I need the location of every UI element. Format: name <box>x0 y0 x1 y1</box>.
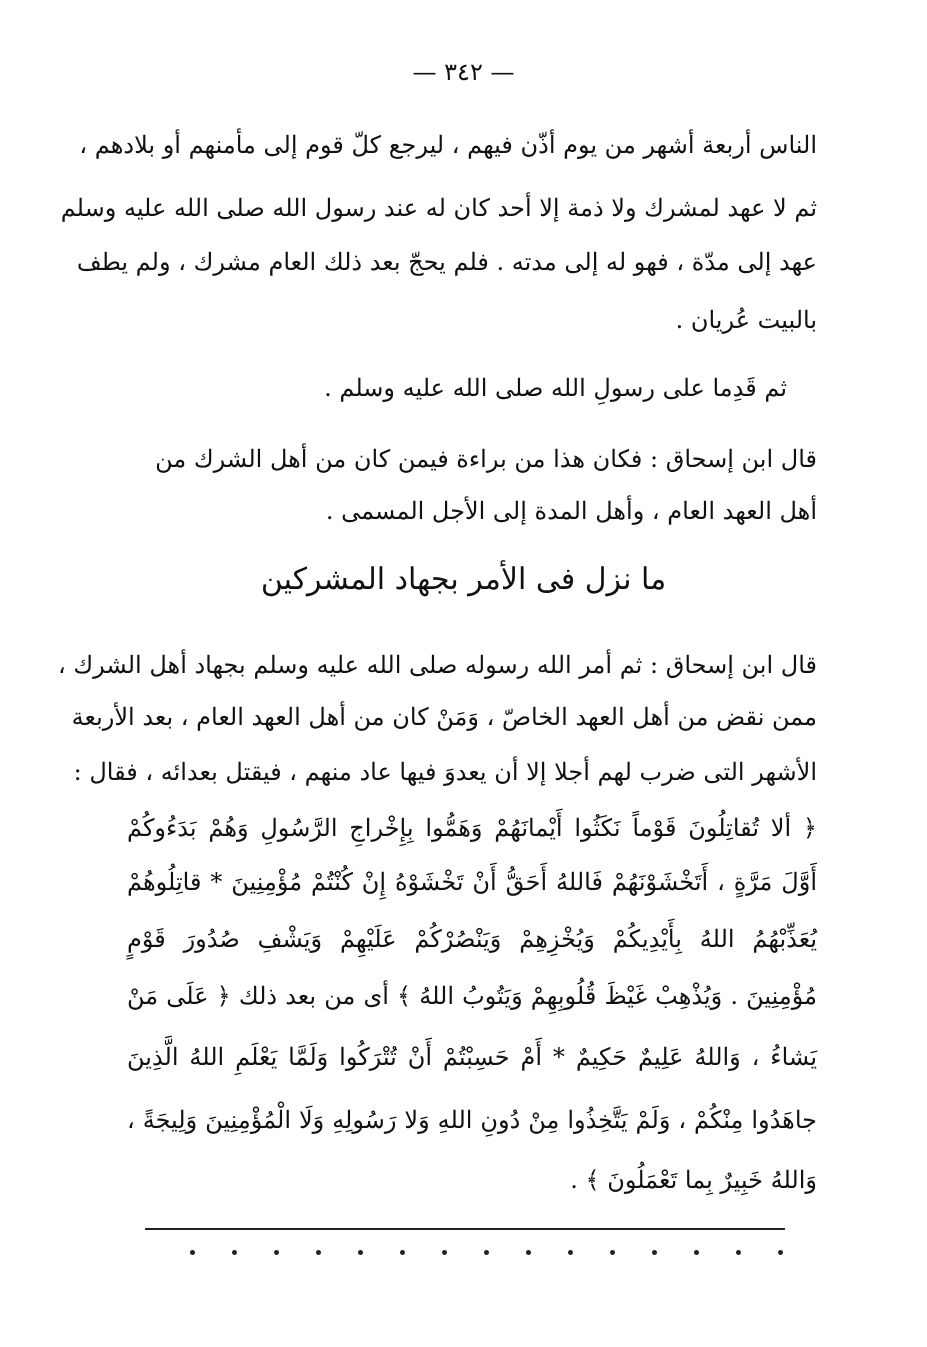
dot <box>316 1250 321 1255</box>
text-line: ثم لا عهد لمشرك ولا ذمة إلا أحد كان له عند رسول الله صلى الله عليه وسلم <box>60 194 817 222</box>
quran-line: مُؤْمِنِينَ . وَيُذْهِبْ غَيْظَ قُلُوبِهِمْ وَيَتُوبُ اللهُ ﴾ أى من بعد ذلك ﴿ عَلَى مَنْ <box>127 982 817 1010</box>
quran-line: وَاللهُ خَبِيرٌ بِما تَعْمَلُونَ ﴾ . <box>570 1166 817 1194</box>
text-line: ثم قَدِما على رسولِ الله صلى الله عليه وسلم . <box>324 374 787 402</box>
footer-dot-leader <box>0 1244 927 1264</box>
text-line: قال ابن إسحاق : ثم أمر الله رسوله صلى الله عليه وسلم بجهاد أهل الشرك ، <box>57 651 817 679</box>
quran-line: ﴿ ألا تُقاتِلُونَ قَوْماً نَكَثُوا أَيْمانَهُمْ وَهَمُّوا بِإِخْراجِ الرَّسُولِ وَهُمْ بَدَءُوكُمْ <box>127 814 817 842</box>
dot <box>232 1250 237 1255</box>
text-line: قال ابن إسحاق : فكان هذا من براءة فيمن كان من أهل الشرك من <box>155 445 817 473</box>
text-line: أهل العهد العام ، وأهل المدة إلى الأجل المسمى . <box>325 497 817 525</box>
text-line: عهد إلى مدّة ، فهو له إلى مدته . فلم يحجّ بعد ذلك العام مشرك ، ولم يطف <box>76 248 817 276</box>
dot <box>568 1250 573 1255</box>
page-number: — ٣٤٢ — <box>412 58 515 86</box>
dot <box>442 1250 447 1255</box>
dot <box>652 1250 657 1255</box>
dot <box>526 1250 531 1255</box>
dot <box>358 1250 363 1255</box>
quran-line: جاهَدُوا مِنْكُمْ ، وَلَمْ يَتَّخِذُوا مِنْ دُونِ اللهِ وَلا رَسُولِهِ وَلَا الْمُؤْمِنِينَ وَلِيجَةً ، <box>127 1106 817 1134</box>
dot <box>736 1250 741 1255</box>
quran-line: يُعَذِّبْهُمُ اللهُ بِأَيْدِيكُمْ وَيُخْزِهِمْ وَيَنْصُرْكُمْ عَلَيْهِمْ وَيَشْفِ صُدُورَ قَوْمٍ <box>127 925 817 953</box>
quran-line: يَشاءُ ، وَاللهُ عَلِيمٌ حَكِيمٌ * أَمْ حَسِبْتُمْ أَنْ تُتْرَكُوا وَلَمَّا يَعْلَمِ اللهُ الَّذِينَ <box>127 1043 817 1071</box>
dot <box>274 1250 279 1255</box>
dot <box>190 1250 195 1255</box>
text-line: الناس أربعة أشهر من يوم أذّن فيهم ، ليرجع كلّ قوم إلى مأمنهم أو بلادهم ، <box>79 131 817 159</box>
footer-rule <box>145 1228 785 1230</box>
dot <box>484 1250 489 1255</box>
dot <box>400 1250 405 1255</box>
quran-line: أَوَّلَ مَرَّةٍ ، أَتَخْشَوْنَهُمْ فَاللهُ أَحَقُّ أَنْ تَخْشَوْهُ إِنْ كُنْتُمْ مُؤْمِنِينَ * قاتِلُوهُمْ <box>127 868 817 896</box>
dot <box>610 1250 615 1255</box>
text-line: بالبيت عُريان . <box>675 306 817 334</box>
text-line: الأشهر التى ضرب لهم أجلا إلا أن يعدوَ فيها عاد منهم ، فيقتل بعدائه ، فقال : <box>73 758 817 786</box>
section-heading: ما نزل فى الأمر بجهاد المشركين <box>260 562 667 597</box>
text-line: ممن نقض من أهل العهد الخاصّ ، وَمَنْ كان من أهل العهد العام ، بعد الأربعة <box>71 703 817 731</box>
dot <box>694 1250 699 1255</box>
dot <box>778 1250 783 1255</box>
